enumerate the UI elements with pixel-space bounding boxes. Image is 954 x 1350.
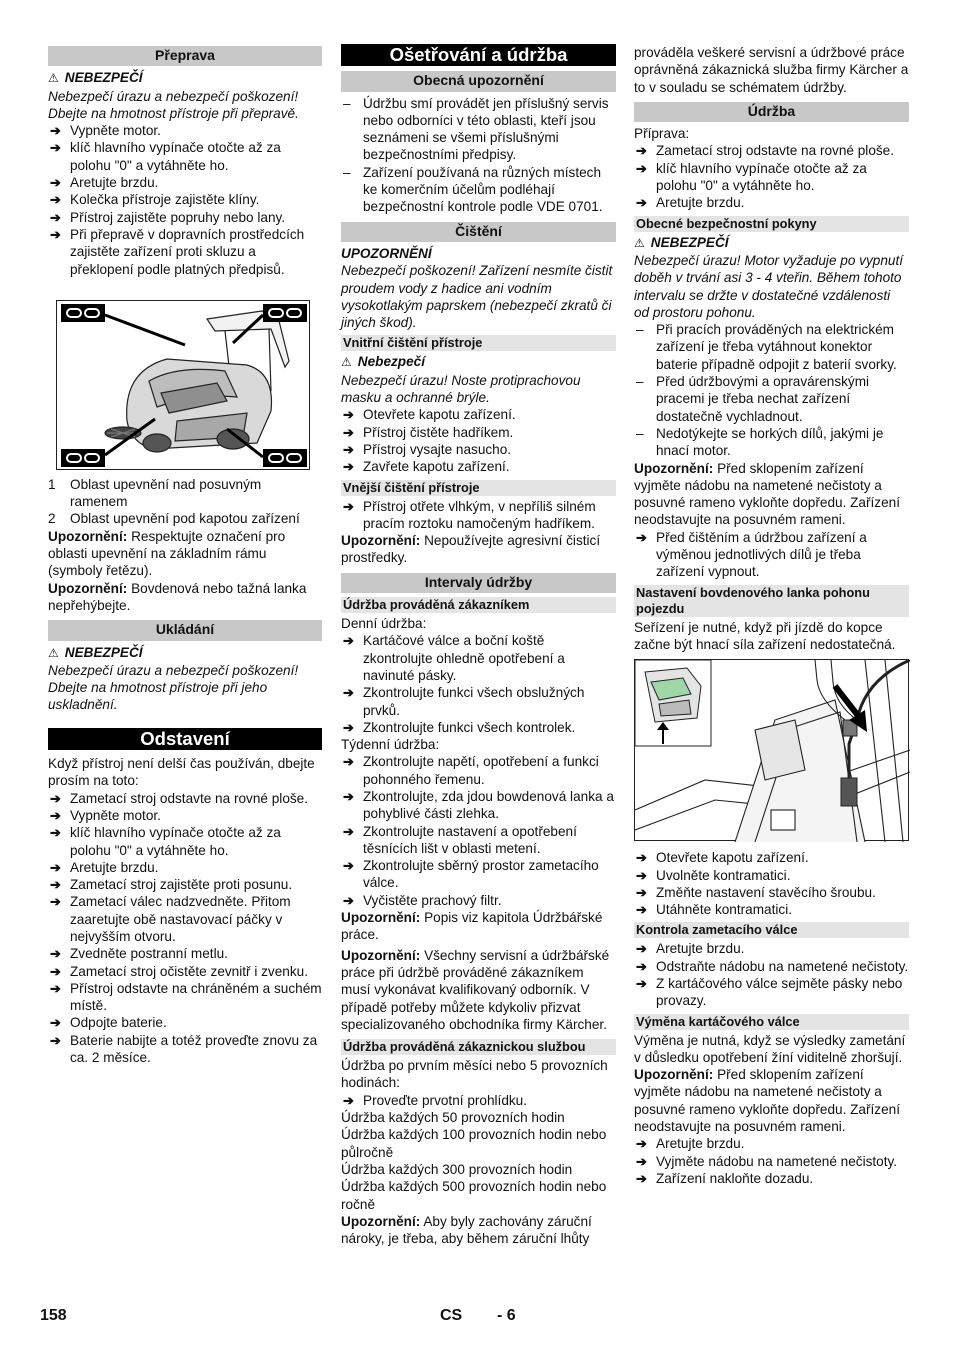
subsection-heading-zakaznik: Údržba prováděná zákazníkem — [341, 597, 616, 613]
column-middle — [341, 44, 616, 1247]
warning-triangle-icon: ⚠ — [48, 645, 59, 660]
step-item: ➔ Zkontrolujte funkci všech obslužných prvků. — [341, 684, 616, 719]
note-paragraph: Upozornění: Bovdenová nebo tažná lanka nepřehýbejte. — [48, 580, 307, 613]
warning-triangle-icon: ⚠ — [48, 71, 59, 86]
danger-text: Nebezpečí úrazu! Motor vyžaduje po vypnutí doběh v trvání asi 3 - 4 vteřin. Během tohoto intervalu se držte v dostatečné vzdálenosti od prostoru pohonu. — [634, 252, 904, 320]
step-item: ➔ Zametací stroj zajistěte proti posunu. — [48, 876, 322, 893]
legend-number: 1 — [48, 476, 56, 492]
subsection-heading-obecne: Obecné bezpečnostní pokyny — [634, 216, 909, 232]
subsection-heading-sluzba: Údržba prováděná zákaznickou službou — [341, 1039, 616, 1055]
dash-list — [634, 321, 909, 459]
inset-machine-figure — [635, 660, 711, 746]
step-item: ➔ Přístroj zajistěte popruhy nebo lany. — [48, 209, 322, 226]
section-heading-obecna: Obecná upozornění — [341, 71, 616, 91]
interval-item: Údržba každých 300 provozních hodin — [341, 1161, 573, 1177]
subsection-heading-bovden: Nastavení bovdenového lanka pohonu pojezdu — [634, 585, 909, 617]
paragraph: Týdenní údržba: — [341, 737, 440, 753]
paragraph: Údržba po prvním měsíci nebo 5 provozních hodinách: — [341, 1058, 608, 1091]
page-number: 158 — [40, 1307, 67, 1324]
subsection-heading-kontrola: Kontrola zametacího válce — [634, 922, 909, 938]
step-item: ➔ Kartáčové válce a boční koště zkontrolujte ohledně opotřebení a navinuté pásky. — [341, 632, 616, 684]
subsection-heading-vymena: Výměna kartáčového válce — [634, 1014, 909, 1030]
legend-text: Oblast upevnění pod kapotou zařízení — [70, 511, 300, 527]
section-heading-preprava: Přeprava — [48, 46, 322, 66]
step-list — [341, 406, 616, 475]
step-item: ➔ Zametací stroj očistěte zevnitř i zvenku. — [48, 963, 322, 980]
step-list — [634, 142, 909, 211]
chapter-heading-osetrovani: Ošetřování a údržba — [341, 44, 616, 66]
step-list — [634, 529, 909, 581]
step-item: ➔ Přístroj otřete vlhkým, v nepříliš silném pracím roztoku namočeným hadříkem. — [341, 498, 616, 533]
step-item: ➔ Přístroj odstavte na chráněném a suchém místě. — [48, 980, 322, 1015]
dash-item: – Před údržbovými a opravárenskými pracemi je třeba nechat zařízení dostatečně vychladnout. — [634, 373, 909, 425]
step-item: ➔ Utáhněte kontramatici. — [634, 901, 909, 918]
bowden-cable-figure — [634, 659, 909, 841]
step-list — [634, 849, 909, 918]
step-item: ➔ Před čištěním a údržbou zařízení a výměnou jednotlivých dílů je třeba zařízení vypnout. — [634, 529, 909, 581]
step-item: ➔ Aretujte brzdu. — [634, 940, 909, 957]
step-item: ➔ Vypněte motor. — [48, 122, 322, 139]
step-item: ➔ Vyčistěte prachový filtr. — [341, 892, 616, 909]
step-item: ➔ Zavřete kapotu zařízení. — [341, 458, 616, 475]
chapter-heading-odstaveni: Odstavení — [48, 728, 322, 750]
step-item: ➔ Kolečka přístroje zajistěte klíny. — [48, 191, 322, 208]
section-heading-ukladani: Ukládání — [48, 620, 322, 640]
interval-item: Údržba každých 500 provozních hodin nebo ročně — [341, 1179, 607, 1212]
subsection-heading-vnejsi: Vnější čištění přístroje — [341, 480, 616, 496]
step-item: ➔ Vyjměte nádobu na nametené nečistoty. — [634, 1153, 909, 1170]
dash-item: – Nedotýkejte se horkých dílů, jakými je hnací motor. — [634, 425, 909, 460]
step-item: ➔ Z kartáčového válce sejměte pásky nebo provazy. — [634, 975, 909, 1010]
step-item: ➔ klíč hlavního vypínače otočte až za polohu "0" a vytáhněte ho. — [48, 139, 322, 174]
step-item: ➔ klíč hlavního vypínače otočte až za polohu "0" a vytáhněte ho. — [48, 824, 322, 859]
notice-text: Nebezpečí poškození! Zařízení nesmíte čistit proudem vody z hadice ani vodním vysokotlakým paprskem (nebezpečí zkratů či jiných škod). — [341, 263, 613, 331]
step-item: ➔ Zkontrolujte napětí, opotřebení a funkci pohonného řemenu. — [341, 753, 616, 788]
step-item: ➔ Zvedněte postranní metlu. — [48, 945, 322, 962]
note-paragraph: Upozornění: Před sklopením zařízení vyjměte nádobu na nametené nečistoty a posuvné rameno vykloňte dopředu. Zařízení neodstavujte na posuvném rameni. — [634, 1067, 900, 1135]
step-item: ➔ Aretujte brzdu. — [48, 859, 322, 876]
step-item: ➔ Aretujte brzdu. — [634, 1135, 909, 1152]
danger-label: ⚠ NEBEZPEČÍ — [48, 70, 143, 86]
sweeper-illustration — [57, 301, 311, 471]
step-item: ➔ Zametací stroj odstavte na rovné ploše. — [48, 790, 322, 807]
step-list — [48, 790, 322, 1067]
danger-text: Nebezpečí úrazu a nebezpečí poškození! Dbejte na hmotnost přístroje při jeho uskladnění. — [48, 662, 299, 713]
paragraph: Seřízení je nutné, když při jízdě do kopce začne být hnací síla zařízení nedostatečná. — [634, 619, 896, 652]
step-list — [341, 1092, 616, 1109]
step-item: ➔ Aretujte brzdu. — [634, 194, 909, 211]
interval-item: Údržba každých 50 provozních hodin — [341, 1110, 565, 1126]
figure-legend — [48, 476, 322, 528]
step-item: ➔ Zkontrolujte, zda jdou bowdenová lanka a pohyblivé části zlehka. — [341, 788, 616, 823]
paragraph: Denní údržba: — [341, 616, 427, 632]
step-item: ➔ Při přepravě v dopravních prostředcích zajistěte zařízení proti skluzu a překlopení podle platných předpisů. — [48, 226, 322, 278]
legend-text: Oblast upevnění nad posuvným ramenem — [70, 476, 262, 510]
note-paragraph: Upozornění: Respektujte označení pro oblasti upevnění na základním rámu (symboly řetězu). — [48, 528, 286, 579]
danger-text: Nebezpečí úrazu! Noste protiprachovou masku a ochranné brýle. — [341, 372, 581, 406]
dash-list — [341, 95, 616, 216]
note-paragraph: Upozornění: Nepoužívejte agresivní čisticí prostředky. — [341, 533, 601, 566]
note-paragraph: Upozornění: Před sklopením zařízení vyjměte nádobu na nametené nečistoty a posuvné rameno vykloňte dopředu. Zařízení neodstavujte na posuvném rameni. — [634, 460, 900, 528]
step-item: ➔ Vypněte motor. — [48, 807, 322, 824]
dash-item: – Při pracích prováděných na elektrickém zařízení je třeba vytáhnout konektor baterie případně odpojit z baterií svorky. — [634, 321, 909, 373]
step-item: ➔ Baterie nabijte a totéž proveďte znovu za ca. 2 měsíce. — [48, 1032, 322, 1067]
dash-item: – Zařízení používaná na různých místech ke komerčním účelům podléhají bezpečnostní kontrole podle VDE 0701. — [341, 164, 616, 216]
danger-label: ⚠ NEBEZPEČÍ — [48, 644, 143, 660]
step-item: ➔ Odpojte baterie. — [48, 1014, 322, 1031]
interval-item: Údržba každých 100 provozních hodin nebo půlročně — [341, 1127, 607, 1160]
paragraph: Když přístroj není delší čas používán, dbejte prosím na toto: — [48, 756, 315, 789]
step-item: ➔ Přístroj vysajte nasucho. — [341, 441, 616, 458]
step-list — [634, 940, 909, 1009]
danger-text: Nebezpečí úrazu a nebezpečí poškození! Dbejte na hmotnost přístroje při přepravě. — [48, 88, 299, 121]
warning-triangle-icon: ⚠ — [341, 355, 352, 370]
note-paragraph: Upozornění: Všechny servisní a údržbářské práce při údržbě prováděné zákazníkem musí vykonávat kvalifikovaný odborník. V případě potřeby můžete kdykoliv přizvat specializovaného obchodníka firmy Kärcher. — [341, 947, 610, 1032]
notice-label: UPOZORNĚNÍ — [341, 245, 432, 261]
paragraph: Příprava: — [634, 126, 690, 142]
step-item: ➔ Přístroj čistěte hadříkem. — [341, 424, 616, 441]
step-list — [634, 1135, 909, 1187]
danger-label: ⚠ NEBEZPEČÍ — [634, 234, 729, 250]
warning-triangle-icon: ⚠ — [634, 235, 645, 250]
sweeper-transport-figure — [56, 300, 310, 470]
note-paragraph: Upozornění: Aby byly zachovány záruční nároky, je třeba, aby během záruční lhůty — [341, 1213, 592, 1247]
step-list — [341, 632, 616, 736]
step-item: ➔ Proveďte prvotní prohlídku. — [341, 1092, 616, 1109]
danger-label: ⚠ Nebezpečí — [341, 354, 426, 370]
step-list — [341, 498, 616, 533]
step-item: ➔ Zkontrolujte funkci všech kontrolek. — [341, 719, 616, 736]
step-item: ➔ klíč hlavního vypínače otočte až za polohu "0" a vytáhněte ho. — [634, 160, 909, 195]
column-right — [634, 44, 909, 1187]
subsection-heading-vnitrni: Vnitřní čištění přístroje — [341, 335, 616, 351]
note-paragraph: Upozornění: Popis viz kapitola Údržbářské práce. — [341, 910, 603, 943]
section-heading-udrzba: Údržba — [634, 102, 909, 122]
step-item: ➔ Odstraňte nádobu na nametené nečistoty. — [634, 958, 909, 975]
step-item: ➔ Zařízení nakloňte dozadu. — [634, 1170, 909, 1187]
section-heading-intervaly: Intervaly údržby — [341, 573, 616, 593]
column-left — [48, 44, 322, 1066]
step-list — [48, 122, 322, 278]
step-item: ➔ Otevřete kapotu zařízení. — [341, 406, 616, 423]
step-item: ➔ Změňte nastavení stavěcího šroubu. — [634, 884, 909, 901]
language-code: CS — [440, 1307, 463, 1324]
step-item: ➔ Zkontrolujte sběrný prostor zametacího válce. — [341, 857, 616, 892]
dash-item: – Údržbu smí provádět jen příslušný servis nebo odborníci v této oblasti, kteří jsou seznámeni se všemi příslušnými bezpečnostními předpisy. — [341, 95, 616, 164]
step-item: ➔ Otevřete kapotu zařízení. — [634, 849, 909, 866]
bowden-adjust-illustration — [635, 660, 910, 842]
step-item: ➔ Zkontrolujte nastavení a opotřebení těsnících lišt v oblasti metení. — [341, 823, 616, 858]
section-heading-cisteni: Čištění — [341, 222, 616, 242]
paragraph: prováděla veškeré servisní a údržbové práce oprávněná zákaznická služba firmy Kärcher a to v souladu se schématem údržby. — [634, 45, 909, 95]
step-item: ➔ Aretujte brzdu. — [48, 174, 322, 191]
step-item: ➔ Uvolněte kontramatici. — [634, 867, 909, 884]
step-item: ➔ Zametací stroj odstavte na rovné ploše. — [634, 142, 909, 159]
interval-list — [341, 1109, 616, 1213]
paragraph: Výměna je nutná, když se výsledky zametání v důsledku opotřebení žíní viditelně zhoršují. — [634, 1032, 906, 1065]
legend-item — [48, 476, 322, 511]
legend-item — [48, 510, 322, 527]
step-item: ➔ Zametací válec nadzvedněte. Přitom zaaretujte obě nastavovací páčky v nejvyšším otvoru. — [48, 893, 322, 945]
step-list — [341, 753, 616, 909]
legend-number: 2 — [48, 511, 56, 527]
sub-page-number: - 6 — [497, 1307, 516, 1324]
